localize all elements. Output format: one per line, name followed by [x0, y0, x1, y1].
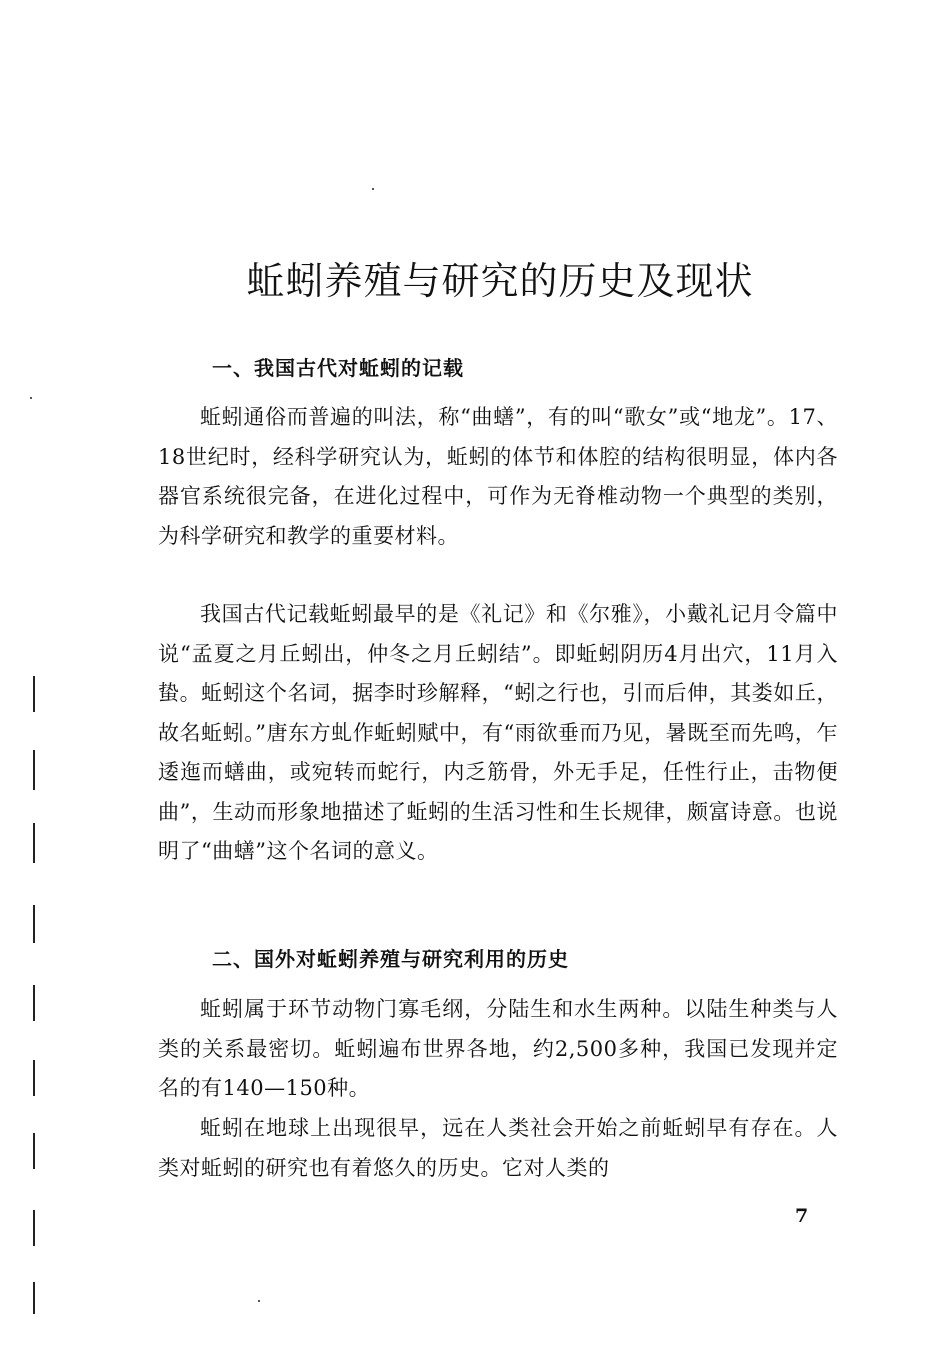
scan-speck [30, 397, 32, 399]
scan-margin-mark [33, 676, 35, 712]
scan-margin-mark [33, 905, 35, 943]
section-heading-1: 一、我国古代对蚯蚓的记载 [212, 356, 464, 380]
paragraph-4: 蚯蚓在地球上出现很早，远在人类社会开始之前蚯蚓早有存在。人类对蚯蚓的研究也有着悠久的历史。它对人类的 [158, 1116, 838, 1180]
scan-margin-mark [33, 1282, 35, 1314]
scan-margin-mark [33, 1133, 35, 1169]
section-heading-2: 二、国外对蚯蚓养殖与研究利用的历史 [212, 947, 569, 971]
scan-margin-mark [33, 1210, 35, 1246]
scan-margin-mark [33, 823, 35, 863]
scan-margin-mark [33, 750, 35, 790]
paragraph-1: 蚯蚓通俗而普遍的叫法，称“曲蟮”，有的叫“歌女”或“地龙”。17、18世纪时，经科学研究认为，蚯蚓的体节和体腔的结构很明显，体内各器官系统很完备，在进化过程中，可作为无脊椎动物一个典型的类别，为科学研究和教学的重要材料。 [158, 405, 838, 548]
scan-speck [258, 1300, 260, 1302]
scan-speck [372, 188, 374, 190]
scan-margin-mark [33, 985, 35, 1021]
scan-margin-mark [33, 1060, 35, 1096]
paragraph-2: 我国古代记载蚯蚓最早的是《礼记》和《尔雅》，小戴礼记月令篇中说“孟夏之月丘蚓出，仲冬之月丘蚓结”。即蚯蚓阴历4月出穴，11月入蛰。蚯蚓这个名词，据李时珍解释，“蚓之行也，引而后伸，其娄如丘，故名蚯蚓。”唐东方虬作蚯蚓赋中，有“雨欲垂而乃见，暑既至而先鸣，乍逶迤而蟮曲，或宛转而蛇行，内乏筋骨，外无手足，任性行止，击物便曲”，生动而形象地描述了蚯蚓的生活习性和生长规律，颇富诗意。也说明了“曲蟮”这个名词的意义。 [158, 602, 838, 863]
paragraph-3: 蚯蚓属于环节动物门寡毛纲，分陆生和水生两种。以陆生种类与人类的关系最密切。蚯蚓遍布世界各地，约2,500多种，我国已发现并定名的有140—150种。 [158, 997, 838, 1100]
page-number: 7 [795, 1205, 809, 1227]
page-title: 蚯蚓养殖与研究的历史及现状 [246, 259, 754, 303]
